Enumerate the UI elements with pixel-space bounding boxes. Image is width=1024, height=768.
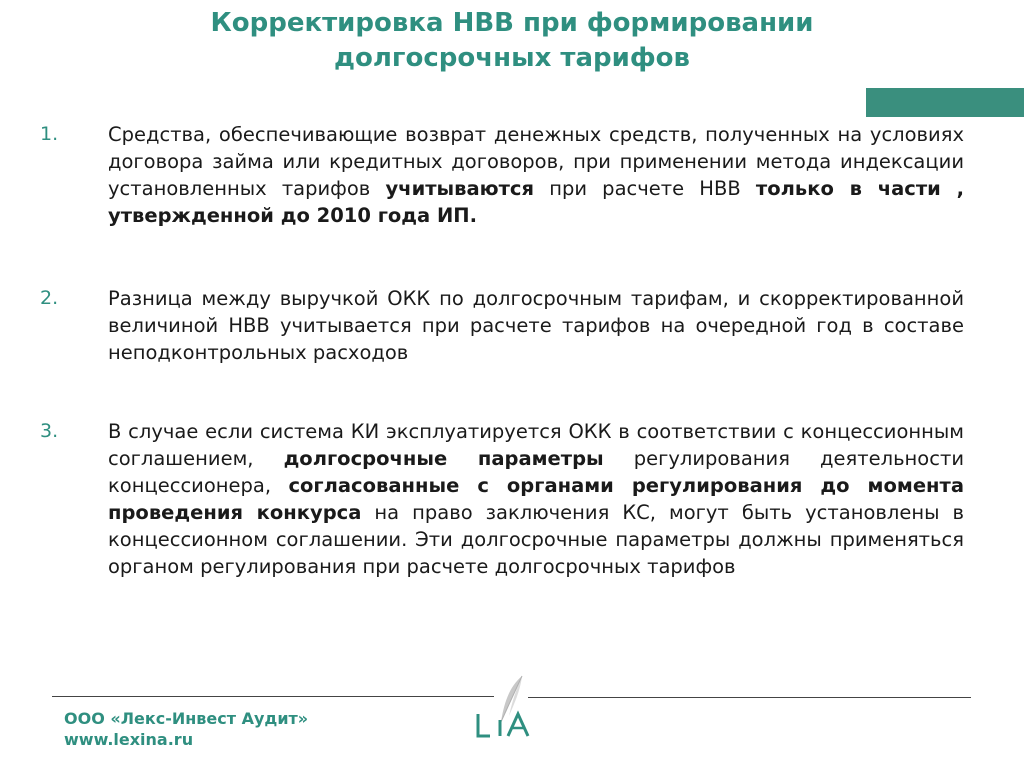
- company-website[interactable]: www.lexina.ru: [64, 730, 194, 749]
- bold-text-segment: только в части , утвержденной до 2010 года ИП.: [108, 177, 964, 227]
- bold-text-segment: учитываются: [385, 177, 535, 200]
- footer-divider-right: [528, 697, 971, 698]
- footer-divider-left: [52, 696, 494, 697]
- list-item-number: 3.: [40, 420, 59, 442]
- text-segment: регулирования деятельности концессионера,: [108, 447, 964, 497]
- footer-company: [64, 708, 308, 750]
- slide-title-line-2: долгосрочных тарифов: [334, 43, 690, 73]
- list-item-text: [108, 285, 964, 366]
- list-item-number: 2.: [40, 287, 59, 309]
- list-item-number: 1.: [40, 123, 59, 145]
- list-item-text: [108, 121, 964, 229]
- feather-quill-logo-icon: [470, 672, 536, 746]
- company-name: ООО «Лекс-Инвест Аудит»: [64, 709, 309, 728]
- list-item-text: [108, 418, 964, 580]
- slide-title: [0, 6, 1024, 76]
- bold-text-segment: согласованные с органами регулирования до момента проведения конкурса: [108, 474, 964, 524]
- text-segment: на право заключения КС, могут быть установлены в концессионном соглашении. Эти долгосрочные параметры должны применяться органом регулирования при расчете долгосрочных тарифов: [108, 501, 964, 578]
- accent-bar: [866, 88, 1024, 117]
- lia-logo: [470, 672, 536, 746]
- text-segment: Разница между выручкой ОКК по долгосрочным тарифам, и скорректированной величиной НВВ учитывается при расчете тарифов на очередной год в составе неподконтрольных расходов: [108, 287, 964, 364]
- text-segment: при расчете НВВ: [534, 177, 756, 200]
- text-segment: Средства, обеспечивающие возврат денежных средств, полученных на условиях договора займа или кредитных договоров, при применении метода индексации установленных тарифов: [108, 123, 964, 200]
- bold-text-segment: долгосрочные параметры: [283, 447, 604, 470]
- text-segment: В случае если система КИ эксплуатируется ОКК в соответствии с концессионным соглашением,: [108, 420, 964, 470]
- slide-title-line-1: Корректировка НВВ при формировании: [210, 8, 814, 38]
